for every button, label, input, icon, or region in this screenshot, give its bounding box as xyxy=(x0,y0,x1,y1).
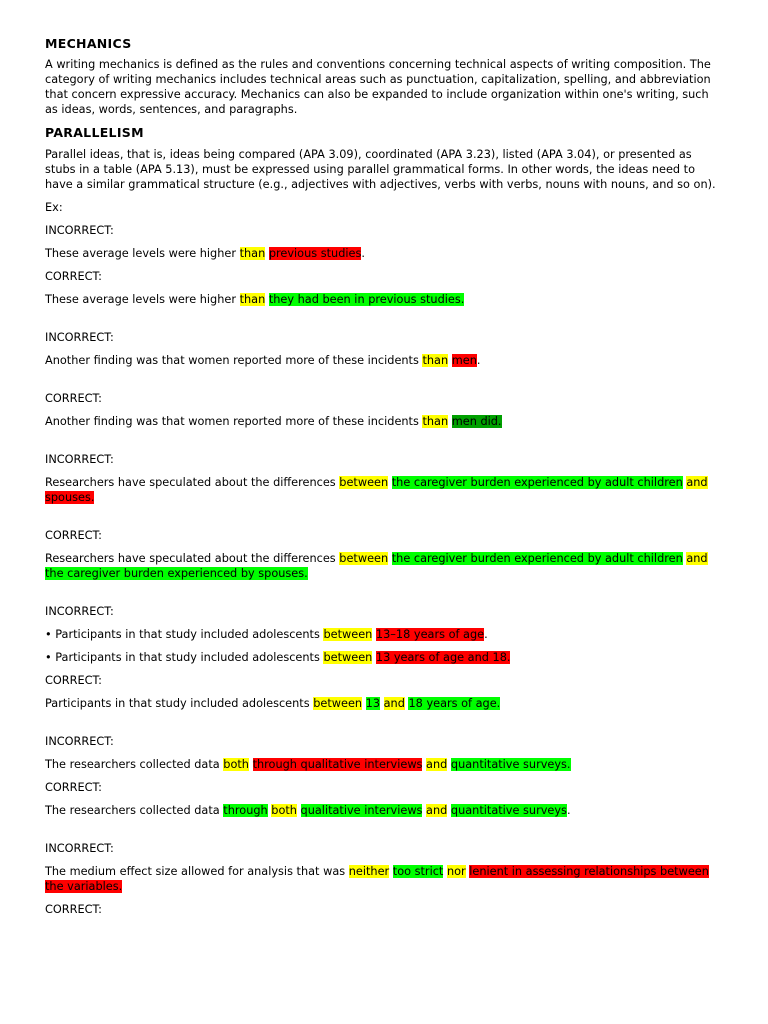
incorrect-label: INCORRECT: xyxy=(45,224,114,237)
sentence-text: • Participants in that study included adolescents xyxy=(45,628,324,641)
highlight-red: 13 years of age and 18. xyxy=(375,651,511,664)
highlight-green: quantitative surveys xyxy=(450,804,567,817)
correct-label: CORRECT: xyxy=(45,270,102,283)
example-label: Ex: xyxy=(45,201,63,214)
example-sentence xyxy=(45,757,725,772)
sentence-text: These average levels were higher xyxy=(45,247,240,260)
example-sentence: These average levels were higher than previous studies. xyxy=(45,247,365,260)
example-sentence xyxy=(45,696,725,711)
mechanics-heading: MECHANICS xyxy=(45,36,132,51)
highlight-red: lenient in assessing relationships between the variables. xyxy=(45,865,709,893)
sentence-text: Researchers have speculated about the differences xyxy=(45,476,340,489)
sentence-text: The researchers collected data xyxy=(45,758,224,771)
sentence-text: • Participants in that study included adolescents xyxy=(45,651,324,664)
incorrect-label: INCORRECT: xyxy=(45,605,114,618)
highlight-yellow: and xyxy=(426,758,448,771)
highlight-green: the caregiver burden experienced by spouses. xyxy=(45,567,308,580)
highlight-green: quantitative surveys. xyxy=(450,758,571,771)
sentence-text: The researchers collected data xyxy=(45,804,224,817)
highlight-green: through xyxy=(223,804,268,817)
correct-label: CORRECT: xyxy=(45,392,102,405)
highlight-green: qualitative interviews xyxy=(300,804,423,817)
highlight-red: previous studies xyxy=(268,247,362,260)
example-bullet xyxy=(45,650,725,665)
sentence-text: These average levels were higher xyxy=(45,293,240,306)
sentence-text: Another finding was that women reported more of these incidents xyxy=(45,354,423,367)
example-sentence xyxy=(45,414,725,429)
highlight-red: men xyxy=(451,354,477,367)
highlight-green: the caregiver burden experienced by adult children xyxy=(391,476,683,489)
highlight-yellow: and xyxy=(383,697,405,710)
highlight-yellow: than xyxy=(239,247,266,260)
example-bullet: • Participants in that study included adolescents between 13–18 years of age. xyxy=(45,628,488,641)
highlight-red: through qualitative interviews xyxy=(252,758,423,771)
sentence-text: The medium effect size allowed for analysis that was xyxy=(45,865,349,878)
highlight-yellow: neither xyxy=(348,865,390,878)
parallelism-heading: PARALLELISM xyxy=(45,125,144,140)
highlight-yellow: than xyxy=(239,293,266,306)
sentence-text: Participants in that study included adolescents xyxy=(45,697,314,710)
incorrect-label: INCORRECT: xyxy=(45,331,114,344)
highlight-green: they had been in previous studies. xyxy=(268,293,465,306)
sentence-text: Another finding was that women reported more of these incidents xyxy=(45,415,423,428)
highlight-green: 13 xyxy=(365,697,381,710)
correct-label: CORRECT: xyxy=(45,529,102,542)
highlight-yellow: between xyxy=(339,552,389,565)
highlight-yellow: between xyxy=(339,476,389,489)
example-sentence xyxy=(45,551,725,581)
highlight-yellow: both xyxy=(223,758,249,771)
incorrect-label: INCORRECT: xyxy=(45,735,114,748)
highlight-yellow: and xyxy=(686,476,708,489)
example-sentence xyxy=(45,292,725,307)
example-sentence: The researchers collected data through both qualitative interviews and quantitative surveys. xyxy=(45,804,571,817)
highlight-green: 18 years of age. xyxy=(408,697,501,710)
example-sentence xyxy=(45,864,725,894)
highlight-yellow: and xyxy=(426,804,448,817)
incorrect-label: INCORRECT: xyxy=(45,453,114,466)
sentence-text: Researchers have speculated about the differences xyxy=(45,552,340,565)
example-sentence xyxy=(45,475,725,505)
example-sentence: Another finding was that women reported more of these incidents than men. xyxy=(45,354,481,367)
correct-label: CORRECT: xyxy=(45,781,102,794)
highlight-green: the caregiver burden experienced by adult children xyxy=(391,552,683,565)
document-page xyxy=(45,36,725,917)
correct-label: CORRECT: xyxy=(45,674,102,687)
highlight-red: spouses. xyxy=(45,491,95,504)
highlight-green: too strict xyxy=(392,865,444,878)
highlight-yellow: nor xyxy=(446,865,466,878)
highlight-yellow: between xyxy=(313,697,363,710)
highlight-yellow: than xyxy=(422,415,449,428)
highlight-yellow: than xyxy=(422,354,449,367)
mechanics-paragraph: A writing mechanics is defined as the rules and conventions concerning technical aspects of writing composition. The category of writing mechanics includes technical areas such as punctuation, capitalization, spelling, and abbreviation that concern expressive accuracy. Mechanics can also be expanded to include organization within one's writing, such as ideas, words, sentences, and paragraphs. xyxy=(45,58,711,116)
parallelism-paragraph: Parallel ideas, that is, ideas being compared (APA 3.09), coordinated (APA 3.23), listed (APA 3.04), or presented as stubs in a table (APA 5.13), must be expressed using parallel grammatical forms. In other words, the ideas need to have a similar grammatical structure (e.g., adjectives with adjectives, verbs with verbs, nouns with nouns, and so on). xyxy=(45,148,716,191)
highlight-dark-green: men did. xyxy=(451,415,502,428)
correct-label: CORRECT: xyxy=(45,903,102,916)
highlight-red: 13–18 years of age xyxy=(375,628,485,641)
highlight-yellow: between xyxy=(323,651,373,664)
highlight-yellow: both xyxy=(271,804,297,817)
highlight-yellow: and xyxy=(686,552,708,565)
incorrect-label: INCORRECT: xyxy=(45,842,114,855)
highlight-yellow: between xyxy=(323,628,373,641)
